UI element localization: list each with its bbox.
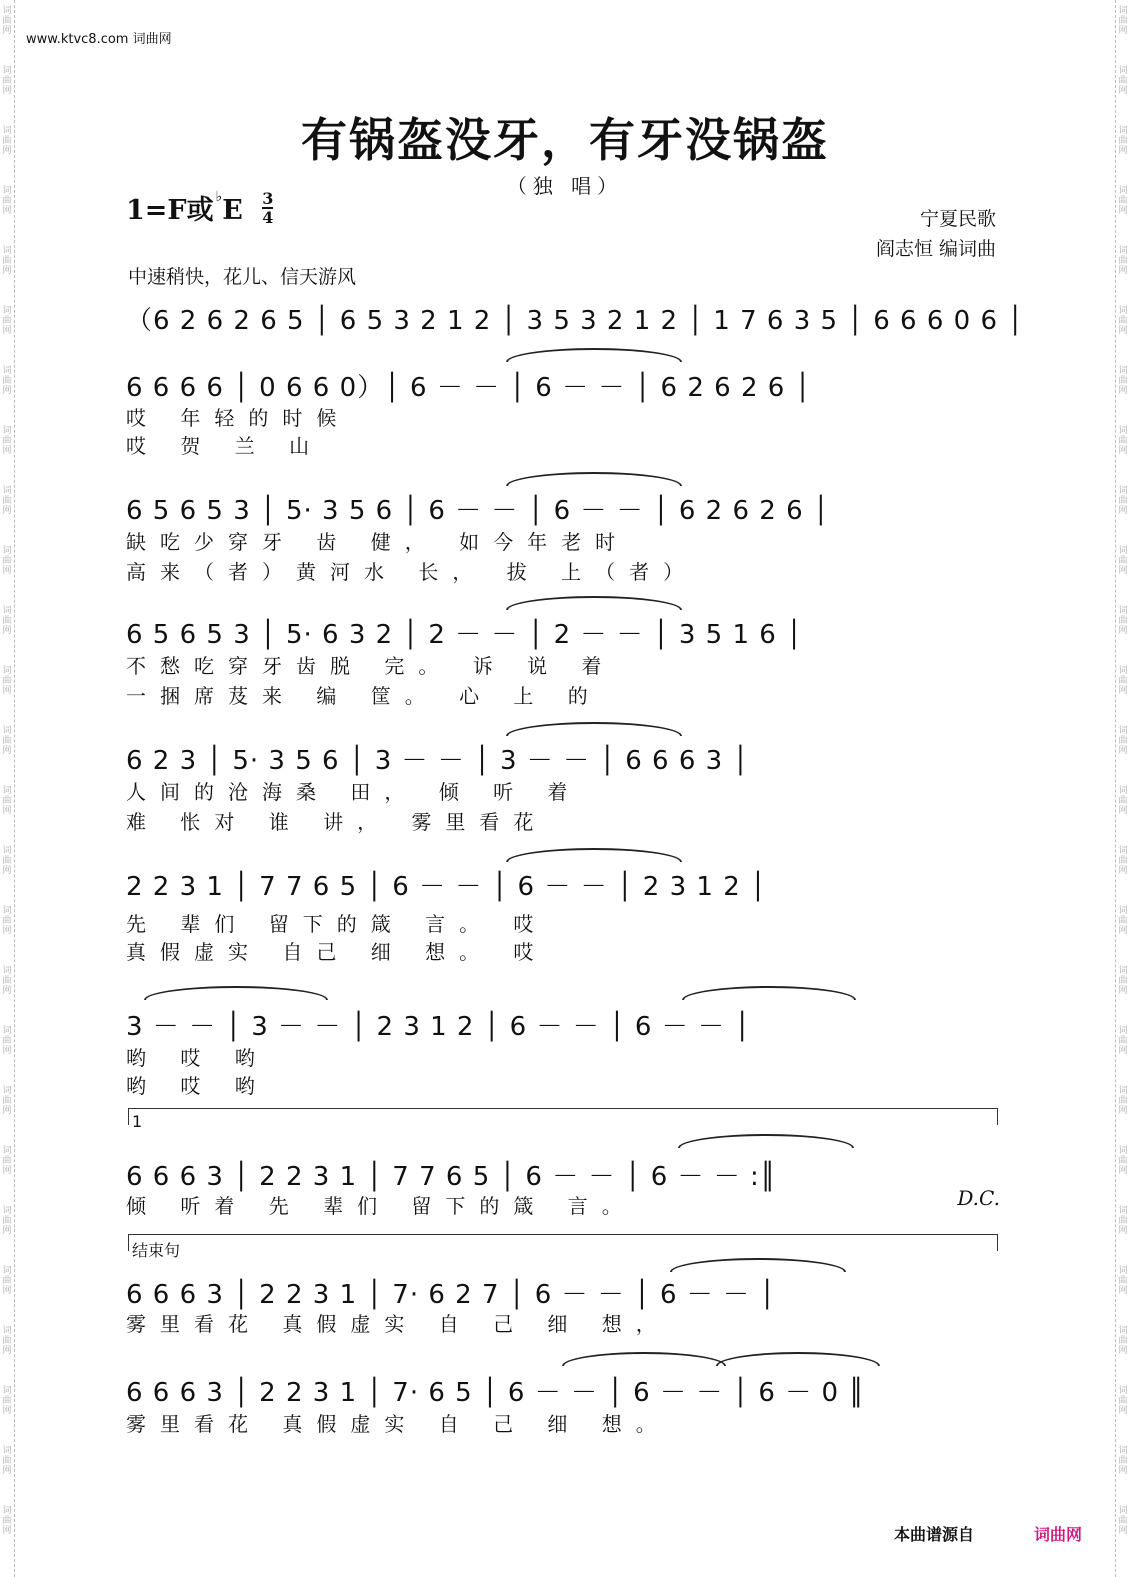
side-watermark: 词曲网 [1118, 846, 1128, 876]
key-signature [126, 188, 273, 230]
song-origin: 宁夏民歌 [919, 208, 996, 230]
side-watermark: 词曲网 [2, 606, 12, 636]
side-watermark: 词曲网 [1118, 966, 1128, 996]
side-watermark: 词曲网 [1118, 786, 1128, 816]
lyric-line: 人间的沧海桑 田， 倾 听 着 [126, 780, 582, 804]
side-watermark: 词曲网 [2, 366, 12, 396]
side-watermark: 词曲网 [1118, 906, 1128, 936]
side-watermark: 词曲网 [2, 426, 12, 456]
notation-row [126, 1372, 1006, 1408]
slur [716, 1352, 880, 1366]
song-arranger: 阎志恒 编词曲 [875, 238, 996, 260]
lyric-line: 雾里看花 真假虚实 自 己 细 想。 [126, 1412, 670, 1436]
side-watermark: 词曲网 [2, 66, 12, 96]
side-watermark: 词曲网 [1118, 1446, 1128, 1476]
volta-number: 1 [132, 1112, 143, 1131]
source-site-link[interactable]: 词曲网 [1033, 1525, 1082, 1544]
notation-row [126, 1006, 1006, 1042]
side-watermark: 词曲网 [2, 786, 12, 816]
side-watermark: 词曲网 [2, 1386, 12, 1416]
lyric-line: 高来（者）黄河水 长， 拔 上（者） [126, 560, 698, 584]
side-watermark: 词曲网 [2, 966, 12, 996]
lyric-line: 先 辈们 留下的箴 言。 哎 [126, 912, 548, 936]
notation-row [126, 490, 1006, 526]
side-watermark: 词曲网 [1118, 1146, 1128, 1176]
notation-notes: 3 － － │ 3 － － │ 2 3 1 2 │ 6 － － │ 6 － － │ [126, 1012, 751, 1042]
side-watermark: 词曲网 [2, 306, 12, 336]
slur [670, 1258, 846, 1272]
side-watermark: 词曲网 [2, 486, 12, 516]
side-watermark: 词曲网 [1118, 1026, 1128, 1056]
side-watermark: 词曲网 [2, 1446, 12, 1476]
side-watermark: 词曲网 [2, 546, 12, 576]
notation-row [126, 1274, 1006, 1310]
side-watermark: 词曲网 [1118, 606, 1128, 636]
side-watermark: 词曲网 [1118, 126, 1128, 156]
slur [506, 472, 682, 486]
notation-row [126, 300, 1024, 336]
side-watermark: 词曲网 [1118, 6, 1128, 36]
lyric-line: 缺吃少穿牙 齿 健， 如今年老时 [126, 530, 630, 554]
song-subtitle: （独 唱） [506, 174, 624, 198]
flat-symbol: ♭ [215, 189, 223, 205]
lyric-line: 哎 年轻的时候 [126, 406, 351, 430]
side-watermark: 词曲网 [1118, 1206, 1128, 1236]
song-title: 有锅盔没牙，有牙没锅盔 [301, 113, 829, 167]
lyric-line: 倾 听着 先 辈们 留下的箴 言。 [126, 1194, 636, 1218]
time-bottom: 4 [262, 207, 274, 227]
lyric-line: 一捆席芨来 编 筐。 心 上 的 [126, 684, 602, 708]
lyric-line: 哟 哎 哟 [126, 1046, 269, 1070]
side-watermark: 词曲网 [2, 1146, 12, 1176]
tempo-marking: 中速稍快，花儿、信天游风 [128, 266, 357, 288]
side-watermark: 词曲网 [1118, 546, 1128, 576]
side-watermark: 词曲网 [2, 906, 12, 936]
side-watermark: 词曲网 [1118, 1266, 1128, 1296]
side-watermark: 词曲网 [1118, 306, 1128, 336]
lyric-line: 雾里看花 真假虚实 自 己 细 想， [126, 1312, 670, 1336]
slur [506, 348, 682, 362]
side-watermark: 词曲网 [2, 246, 12, 276]
side-watermark: 词曲网 [1118, 246, 1128, 276]
slur [562, 1352, 726, 1366]
ending-bracket [128, 1234, 998, 1251]
notation-notes: （6 2 6 2 6 5 │ 6 5 3 2 1 2 │ 3 5 3 2 1 2 │ 1 7 6 3 5 │ 6 6 6 0 6 │ [126, 306, 1024, 336]
ending-label: 结束句 [132, 1241, 181, 1260]
notation-row [126, 614, 1006, 650]
left-watermark-strip [0, 0, 15, 1577]
side-watermark: 词曲网 [2, 666, 12, 696]
notation-notes: 6 5 6 5 3 │ 5· 3 5 6 │ 6 － － │ 6 － － │ 6 2 6 2 6 │ [126, 496, 830, 526]
side-watermark: 词曲网 [2, 186, 12, 216]
side-watermark: 词曲网 [2, 726, 12, 756]
side-watermark: 词曲网 [1118, 1326, 1128, 1356]
side-watermark: 词曲网 [2, 1086, 12, 1116]
side-watermark: 词曲网 [1118, 366, 1128, 396]
key-note: E [222, 195, 243, 226]
notation-notes: 6 6 6 3 │ 2 2 3 1 │ 7· 6 5 │ 6 － － │ 6 － － │ 6 － 0 ║ [126, 1378, 865, 1408]
side-watermark: 词曲网 [1118, 1386, 1128, 1416]
side-watermark: 词曲网 [2, 6, 12, 36]
dc-mark: D.C. [957, 1186, 1000, 1210]
slur [144, 986, 328, 1000]
right-watermark-strip [1115, 0, 1130, 1577]
notation-row [126, 866, 1006, 902]
lyric-line: 难 怅对 谁 讲， 雾里看花 [126, 810, 548, 834]
side-watermark: 词曲网 [1118, 666, 1128, 696]
time-signature [262, 190, 273, 226]
lyric-line: 真假虚实 自己 细 想。 哎 [126, 940, 548, 964]
side-watermark: 词曲网 [1118, 1506, 1128, 1536]
side-watermark: 词曲网 [2, 126, 12, 156]
notation-row [126, 1156, 1006, 1192]
notation-notes: 6 2 3 │ 5· 3 5 6 │ 3 － － │ 3 － － │ 6 6 6 3 │ [126, 746, 750, 776]
notation-notes: 2 2 3 1 │ 7 7 6 5 │ 6 － － │ 6 － － │ 2 3 1 2 │ [126, 872, 767, 902]
side-watermark: 词曲网 [2, 1026, 12, 1056]
notation-notes: 6 5 6 5 3 │ 5· 6 3 2 │ 2 － － │ 2 － － │ 3 5 1 6 │ [126, 620, 803, 650]
notation-notes: 6 6 6 6 │ 0 6 6 0）│ 6 － － │ 6 － － │ 6 2 6 2 6 │ [126, 373, 812, 403]
notation-row [126, 367, 1006, 403]
side-watermark: 词曲网 [2, 1206, 12, 1236]
side-watermark: 词曲网 [1118, 66, 1128, 96]
side-watermark: 词曲网 [1118, 726, 1128, 756]
site-label[interactable]: www.ktvc8.com 词曲网 [26, 32, 172, 47]
side-watermark: 词曲网 [1118, 486, 1128, 516]
key-prefix: 1=F或 [126, 195, 214, 226]
notation-notes: 6 6 6 3 │ 2 2 3 1 │ 7 7 6 5 │ 6 － － │ 6 － － :║ [126, 1162, 777, 1192]
volta-bracket [128, 1108, 998, 1125]
time-top: 3 [262, 188, 274, 208]
slur [506, 722, 682, 736]
slur [506, 848, 682, 862]
slur [678, 1134, 854, 1148]
notation-row [126, 740, 1006, 776]
slur [682, 986, 856, 1000]
side-watermark: 词曲网 [2, 1506, 12, 1536]
side-watermark: 词曲网 [1118, 1086, 1128, 1116]
side-watermark: 词曲网 [2, 1266, 12, 1296]
lyric-line: 哎 贺 兰 山 [126, 434, 324, 458]
side-watermark: 词曲网 [1118, 186, 1128, 216]
lyric-line: 不愁吃穿牙齿脱 完。 诉 说 着 [126, 654, 616, 678]
side-watermark: 词曲网 [2, 1326, 12, 1356]
slur [506, 596, 682, 610]
notation-notes: 6 6 6 3 │ 2 2 3 1 │ 7· 6 2 7 │ 6 － － │ 6 － － │ [126, 1280, 776, 1310]
source-label: 本曲谱源自 [893, 1525, 974, 1544]
side-watermark: 词曲网 [1118, 426, 1128, 456]
side-watermark: 词曲网 [2, 846, 12, 876]
lyric-line: 哟 哎 哟 [126, 1074, 269, 1098]
